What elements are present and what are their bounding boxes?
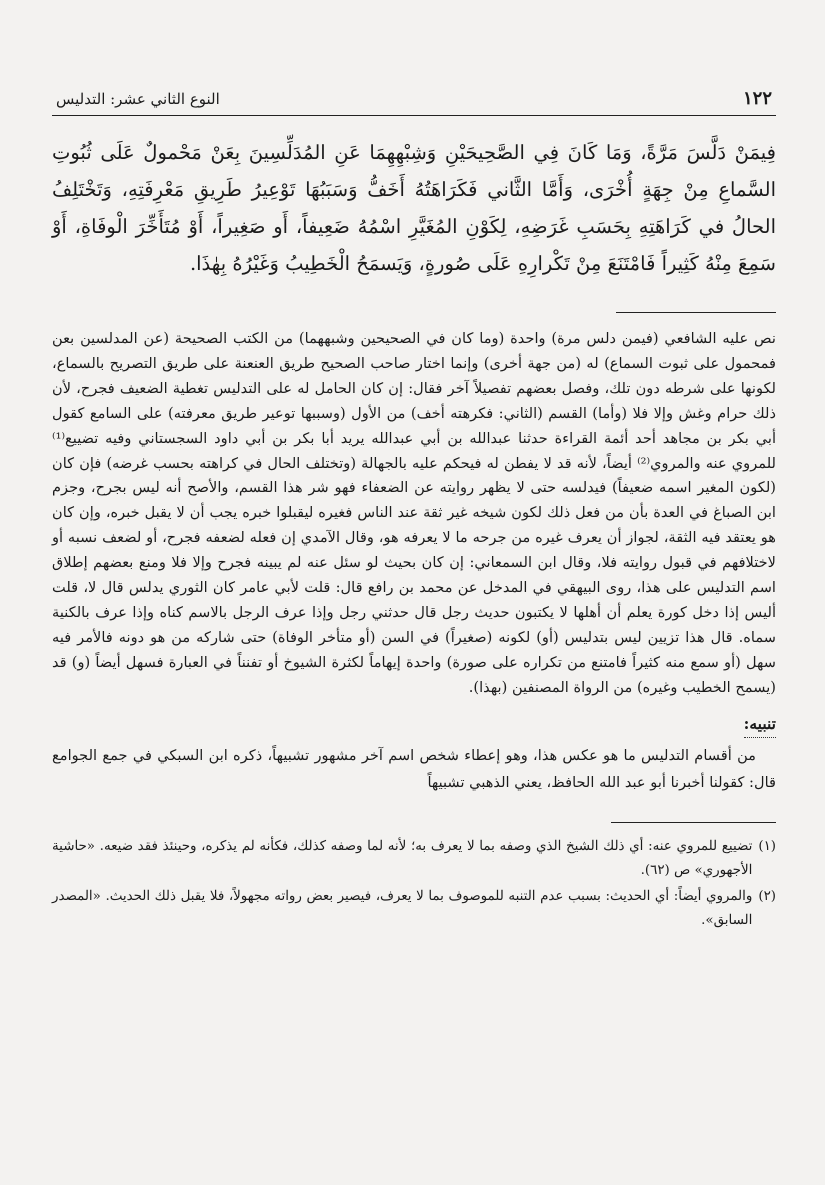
running-title: النوع الثاني عشر: التدليس — [56, 90, 220, 108]
commentary-paragraph: نص عليه الشافعي (فيمن دلس مرة) واحدة (وما كان في الصحيحين وشبههما) من الكتب الصحيحة (عن المدلسين بعن فمحمول على ثبوت السماع) له (من جهة أخرى) وإنما اختار صاحب الصحيح طريق العنعنة على طريق التصريح بالسماع، لكونها على شرطه دون تلك، وفصل بعضهم تفصيلاً آخر فقال: إن كان الحامل له على التدليس تغطية الضعيف فجرح، لأن ذلك حرام وغش وإلا فلا (وأما) القسم (الثاني: فكرهته أخف) من الأول (وسببها توعير طريق معرفته) على السامع كقول أبي بكر بن مجاهد أحد أئمة القراءة حدثنا عبدالله بن أبي عبدالله يريد أبا بكر بن أبي داود السجستاني وفيه تضييع⁽¹⁾ للمروي عنه والمروي⁽²⁾ أيضاً، لأنه قد لا يفطن له فيحكم عليه بالجهالة (وتختلف الحال في كراهته بحسب غرضه) فإن كان (لكون المغير اسمه ضعيفاً) فيدلسه حتى لا يظهر روايته عن الضعفاء فهو شر هذا القسم، والأصح أنه ليس بجرح، وجزم ابن الصباغ في العدة بأن من فعل ذلك لكون شيخه غير ثقة عند الناس فغيره ليقبلوا خبره يجب أن لا يقبل خبره، وإن كان هو يعتقد فيه الثقة، لجواز أن يعرف غيره من جرحه ما لا يعرفه هو، وقال الآمدي إن فعله لضعفه فجرح، أو لضعف نسبه أو لاختلافهم في قبول روايته فلا، وقال ابن السمعاني: إن كان بحيث لو سئل عنه لم يبينه فجرح وإلا فلا ومنع بعضهم إطلاق اسم التدليس على هذا، روى البيهقي في المدخل عن محمد بن رافع قال: قلت لأبي عامر كان الثوري يدلس قال لا، قلت أليس إذا دخل كورة يعلم أن أهلها لا يكتبون حديث رجل قال حدثني رجل وإذا عرف الرجل بالاسم كناه وإذا عرف بالكنية سماه. قال هذا تزيين ليس بتدليس (أو) لكونه (صغيراً) في السن (أو متأخر الوفاة) حتى شاركه من هو دونه فالأمر فيه سهل (أو سمع منه كثيراً فامتنع من تكراره على صورة) واحدة إيهاماً لكثرة الشيوخ أو تفنناً في العبارة فسهل أيضاً (و) قد (يسمح الخطيب وغيره) من الرواة المصنفين (بهذا). — [52, 330, 776, 696]
running-header — [52, 88, 776, 116]
footnote-number: (٢) — [758, 888, 776, 904]
note-section — [52, 742, 776, 796]
commentary — [52, 327, 776, 701]
footnote-text: تضييع للمروي عنه: أي ذلك الشيخ الذي وصفه بما لا يعرف به؛ لأنه لما وصفه كذلك، فكأنه لم يذكره، وحينئذ فقد ضيعه. «حاشية الأجهوري» ص (٦٢). — [52, 838, 753, 878]
footnote — [52, 835, 776, 883]
note-paragraph: من أقسام التدليس ما هو عكس هذا، وهو إعطاء شخص اسم آخر مشهور تشبيهاً، ذكره ابن السبكي في جمع الجوامع قال: كقولنا أخبرنا أبو عبد الله الحافظ، يعني الذهبي تشبيهاً — [52, 746, 776, 791]
page-number: ١٢٢ — [742, 88, 772, 109]
book-page — [52, 88, 776, 935]
main-text-paragraph: فِيمَنْ دَلَّسَ مَرَّةً، وَمَا كَانَ فِي الصَّحِيحَيْنِ وَشِبْهِهِمَا عَنِ المُدَلِّسِينَ بِعَنْ مَحْمولٌ عَلَى ثُبُوتِ السَّماعِ مِنْ جِهَةٍ أُخْرَى، وَأَمَّا الثَّاني فَكَرَاهَتُهُ أَخَفُّ وَسَبَبُهَا تَوْعِيرُ طَرِيقِ مَعْرِفَتِهِ، وَتَخْتَلِفُ الحالُ في كَرَاهَتِهِ بِحَسَبِ غَرَضِهِ، لِكَوْنِ المُغَيَّرِ اسْمُهُ ضَعِيفاً، أَو صَغِيراً، أَوْ مُتَأَخِّرَ الْوفَاةِ، أَوْ سَمِعَ مِنْهُ كَثِيراً فَامْتَنَعَ مِنْ تَكْرارِهِ عَلَى صُورةٍ، وَيَسمَحُ الْخَطِيبُ وَغَيْرُهُ بِهٰذَا. — [52, 141, 776, 275]
main-text — [52, 134, 776, 282]
footnote-text: والمروي أيضاً: أي الحديث: بسبب عدم التنبه للموصوف بما لا يعرف، فيصير بعض رواته مجهولاً، فلا يقبل ذلك الحديث. «المصدر السابق». — [52, 888, 753, 928]
footnote-number: (١) — [758, 838, 776, 854]
footnote-separator — [611, 822, 776, 823]
footnote — [52, 885, 776, 933]
footnotes — [52, 835, 776, 933]
main-text-separator — [616, 312, 776, 313]
note-heading: تنبيه: — [744, 711, 776, 738]
